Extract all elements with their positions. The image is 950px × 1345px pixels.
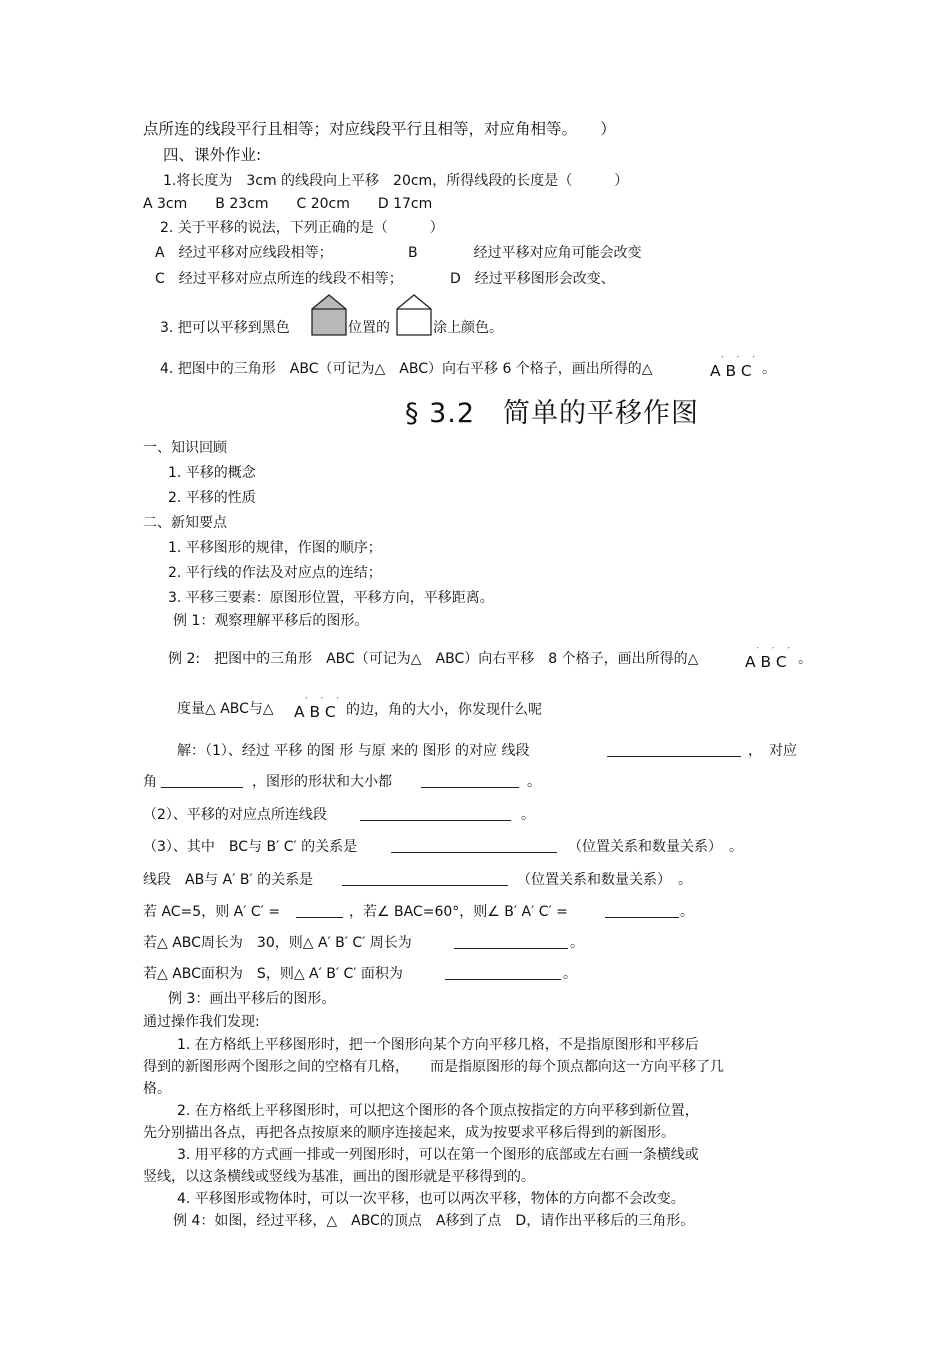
q1-options: A 3cm B 23cm C 20cm D 17cm [143,196,433,212]
gray-house-shape [310,293,348,337]
solution-line-1-tail: ， 对应 [748,743,797,759]
finding-1c: 格。 [143,1081,171,1097]
new-point-1: 1. 平移图形的规律，作图的顺序； [168,540,382,556]
blank-corresponding-segments[interactable] [607,742,741,762]
solution-line-6-b: ，若∠ BAC=60°，则∠ B′ A′ C′ = [349,904,568,920]
q2-stem: 2. 关于平移的说法，下列正确的是（ ） [160,220,444,236]
solution-line-5-pre: 线段 AB与 A′ B′ 的关系是 [143,872,314,888]
solution-line-4-post: （位置关系和数量关系） 。 [568,839,743,855]
q2-option-a: A 经过平移对应线段相等； [155,245,333,261]
example-4: 例 4：如图，经过平移，△ ABC的顶点 A移到了点 D，请作出平移后的三角形。 [173,1213,695,1229]
example-1: 例 1：观察理解平移后的图形。 [173,613,369,629]
review-item-2: 2. 平移的性质 [168,490,256,506]
q3-part1: 3. 把可以平移到黑色 [160,320,290,336]
solution-line-8-end: 。 [563,966,577,982]
review-heading: 一、知识回顾 [143,440,227,456]
solution-line-2-mid: ，图形的形状和大小都 [252,774,392,790]
solution-line-4-pre: （3）、其中 BC与 B′ C′ 的关系是 [143,839,358,855]
solution-line-3-end: 。 [521,807,535,823]
measure-triangle-prime: A′B′C′ [294,696,341,722]
q2-option-b: B 经过平移对应角可能会改变 [408,245,642,261]
solution-line-8-pre: 若△ ABC面积为 S，则△ A′ B′ C′ 面积为 [143,966,403,982]
continued-line: 点所连的线段平行且相等；对应线段平行且相等，对应角相等。 ） [143,120,616,138]
finding-1b: 得到的新图形两个图形之间的空格有几格， 而是指原图形的每个顶点都向这一方向平移了几 [143,1059,724,1075]
q4-text: 4. 把图中的三角形 ABC（可记为△ ABC）向右平移 6 个格子，画出所得的△ [160,361,653,377]
q1-stem: 1.将长度为 3cm 的线段向上平移 20cm，所得线段的长度是（ ） [163,173,629,189]
example-3: 例 3：画出平移后的图形。 [168,991,336,1007]
solution-line-5-post: （位置关系和数量关系） 。 [517,872,692,888]
solution-line-3-pre: （2）、平移的对应点所连线段 [143,807,327,823]
solution-line-2-end: 。 [527,774,541,790]
solution-line-2-pre: 角 [143,774,157,790]
q4-end: 。 [762,361,776,377]
finding-3a: 3. 用平移的方式画一排或一列图形时，可以在第一个图形的底部或左右画一条横线或 [177,1147,699,1163]
blank-ac-length[interactable] [296,903,343,923]
new-point-3: 3. 平移三要素：原图形位置，平移方向，平移距离。 [168,590,494,606]
solution-line-7-pre: 若△ ABC周长为 30，则△ A′ B′ C′ 周长为 [143,935,412,951]
blank-corresponding-angles[interactable] [161,773,243,793]
finding-2b: 先分别描出各点，再把各点按原来的顺序连接起来，成为按要求平移后得到的新图形。 [143,1125,675,1141]
blank-point-segments[interactable] [360,806,511,826]
section-title: § 3.2 简单的平移作图 [405,398,700,429]
example-2-text: 例 2: 把图中的三角形 ABC（可记为△ ABC）向右平移 8 个格子，画出所得的△ [168,651,699,667]
q3-part2: 位置的 [348,320,390,336]
solution-line-1: 解：（1）、经过 平移 的图 形 与原 来的 图形 的对应 线段 [177,743,530,759]
measure-pre: 度量△ ABC与△ [177,701,274,717]
q3-part3: 涂上颜色。 [433,320,503,336]
blank-ab-relation[interactable] [342,871,508,891]
findings-intro: 通过操作我们发现: [143,1014,260,1030]
q2-option-d: D 经过平移图形会改变、 [450,271,615,287]
homework-heading: 四、课外作业: [163,146,262,164]
q4-triangle-prime: A′B′C′ [710,355,757,381]
solution-line-6-a: 若 AC=5，则 A′ C′ = [143,904,280,920]
blank-area[interactable] [445,965,561,985]
new-points-heading: 二、新知要点 [143,515,227,531]
example-2-end: 。 [798,651,812,667]
blank-bc-relation[interactable] [391,838,557,858]
measure-post: 的边，角的大小，你发现什么呢 [346,702,542,718]
blank-angle-value[interactable] [605,903,679,923]
solution-line-7-end: 。 [570,935,584,951]
finding-2a: 2. 在方格纸上平移图形时，可以把这个图形的各个顶点按指定的方向平移到新位置， [177,1103,699,1119]
blank-shape-size[interactable] [421,773,519,793]
q2-option-c: C 经过平移对应点所连的线段不相等； [155,271,403,287]
example-2-triangle-prime: A′B′C′ [745,646,792,672]
finding-3b: 竖线，以这条横线或竖线为基准，画出的图形就是平移得到的。 [143,1169,535,1185]
review-item-1: 1. 平移的概念 [168,465,256,481]
solution-line-6-c: 。 [680,904,694,920]
new-point-2: 2. 平行线的作法及对应点的连结； [168,565,382,581]
finding-1a: 1. 在方格纸上平移图形时，把一个图形向某个方向平移几格，不是指原图形和平移后 [177,1037,699,1053]
finding-4: 4. 平移图形或物体时，可以一次平移，也可以两次平移，物体的方向都不会改变。 [177,1191,685,1207]
white-house-shape [395,293,433,337]
blank-perimeter[interactable] [454,934,568,954]
